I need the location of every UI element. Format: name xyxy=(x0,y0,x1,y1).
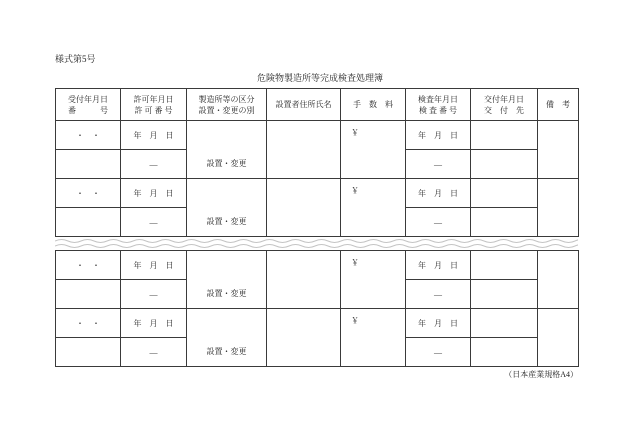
header-fee: 手 数 料 xyxy=(341,89,406,121)
permit-number-cell: — xyxy=(121,338,187,367)
table-row xyxy=(56,121,579,150)
omission-break xyxy=(55,237,578,250)
delivery-recipient-cell xyxy=(471,150,538,179)
header-inspection xyxy=(406,89,471,121)
permit-date-cell: 年 月 日 xyxy=(121,251,187,280)
register-table-upper xyxy=(55,88,579,237)
received-number-cell xyxy=(56,338,121,367)
remarks-cell xyxy=(538,179,579,237)
delivery-date-cell xyxy=(471,251,538,280)
omission-wave-lower xyxy=(55,245,578,248)
inspection-date-cell: 年 月 日 xyxy=(406,121,471,150)
facility-type-cell: 設置・変更 xyxy=(187,179,267,237)
header-installer: 設置者住所氏名 xyxy=(267,89,341,121)
installer-cell xyxy=(267,179,341,237)
inspection-number-cell: — xyxy=(406,208,471,237)
header-permit-line1: 許可年月日 xyxy=(133,94,174,104)
permit-date-cell: 年 月 日 xyxy=(121,309,187,338)
permit-date-cell: 年 月 日 xyxy=(121,121,187,150)
inspection-number-cell: — xyxy=(406,338,471,367)
fee-cell: ￥ xyxy=(341,309,406,367)
page-title: 危険物製造所等完成検査処理簿 xyxy=(256,73,383,83)
remarks-cell xyxy=(538,251,579,309)
fee-cell: ￥ xyxy=(341,179,406,237)
header-facility-line2: 設置・変更の別 xyxy=(198,105,255,115)
permit-number-cell: — xyxy=(121,280,187,309)
header-permit xyxy=(121,89,187,121)
delivery-date-cell xyxy=(471,309,538,338)
header-row xyxy=(56,89,579,121)
delivery-recipient-cell xyxy=(471,208,538,237)
header-received-line1: 受付年月日 xyxy=(68,94,108,104)
received-date-cell: ・ ・ xyxy=(56,179,121,208)
delivery-date-cell xyxy=(471,179,538,208)
delivery-recipient-cell xyxy=(471,280,538,309)
table-row xyxy=(56,251,579,280)
received-number-cell xyxy=(56,208,121,237)
received-date-cell: ・ ・ xyxy=(56,121,121,150)
fee-cell: ￥ xyxy=(341,121,406,179)
header-delivery-line2: 交 付 先 xyxy=(484,105,524,115)
form-number: 様式第5号 xyxy=(55,54,96,64)
paper-size-note: （日本産業規格A4） xyxy=(504,370,578,379)
header-received xyxy=(56,89,121,121)
delivery-date-cell xyxy=(471,121,538,150)
permit-number-cell: — xyxy=(121,208,187,237)
inspection-date-cell: 年 月 日 xyxy=(406,251,471,280)
installer-cell xyxy=(267,309,341,367)
facility-type-cell: 設置・変更 xyxy=(187,251,267,309)
header-delivery-line1: 交付年月日 xyxy=(484,94,524,104)
header-facility xyxy=(187,89,267,121)
table-row xyxy=(56,309,579,338)
facility-type-cell: 設置・変更 xyxy=(187,121,267,179)
register-table-lower xyxy=(55,250,579,367)
installer-cell xyxy=(267,121,341,179)
permit-number-cell: — xyxy=(121,150,187,179)
permit-date-cell: 年 月 日 xyxy=(121,179,187,208)
inspection-number-cell: — xyxy=(406,150,471,179)
facility-type-cell: 設置・変更 xyxy=(187,309,267,367)
remarks-cell xyxy=(538,121,579,179)
installer-cell xyxy=(267,251,341,309)
header-received-line2: 番 号 xyxy=(68,105,108,115)
received-date-cell: ・ ・ xyxy=(56,251,121,280)
received-date-cell: ・ ・ xyxy=(56,309,121,338)
inspection-date-cell: 年 月 日 xyxy=(406,309,471,338)
delivery-recipient-cell xyxy=(471,338,538,367)
received-number-cell xyxy=(56,280,121,309)
header-inspection-line2: 検 査 番 号 xyxy=(419,105,457,115)
inspection-number-cell: — xyxy=(406,280,471,309)
fee-cell: ￥ xyxy=(341,251,406,309)
header-facility-line1: 製造所等の区分 xyxy=(198,94,255,104)
table-row xyxy=(56,179,579,208)
received-number-cell xyxy=(56,150,121,179)
remarks-cell xyxy=(538,309,579,367)
header-remarks: 備 考 xyxy=(538,89,579,121)
header-permit-line2: 許 可 番 号 xyxy=(134,105,173,115)
header-delivery xyxy=(471,89,538,121)
omission-wave-upper xyxy=(55,240,578,243)
inspection-date-cell: 年 月 日 xyxy=(406,179,471,208)
header-inspection-line1: 検査年月日 xyxy=(418,94,458,104)
